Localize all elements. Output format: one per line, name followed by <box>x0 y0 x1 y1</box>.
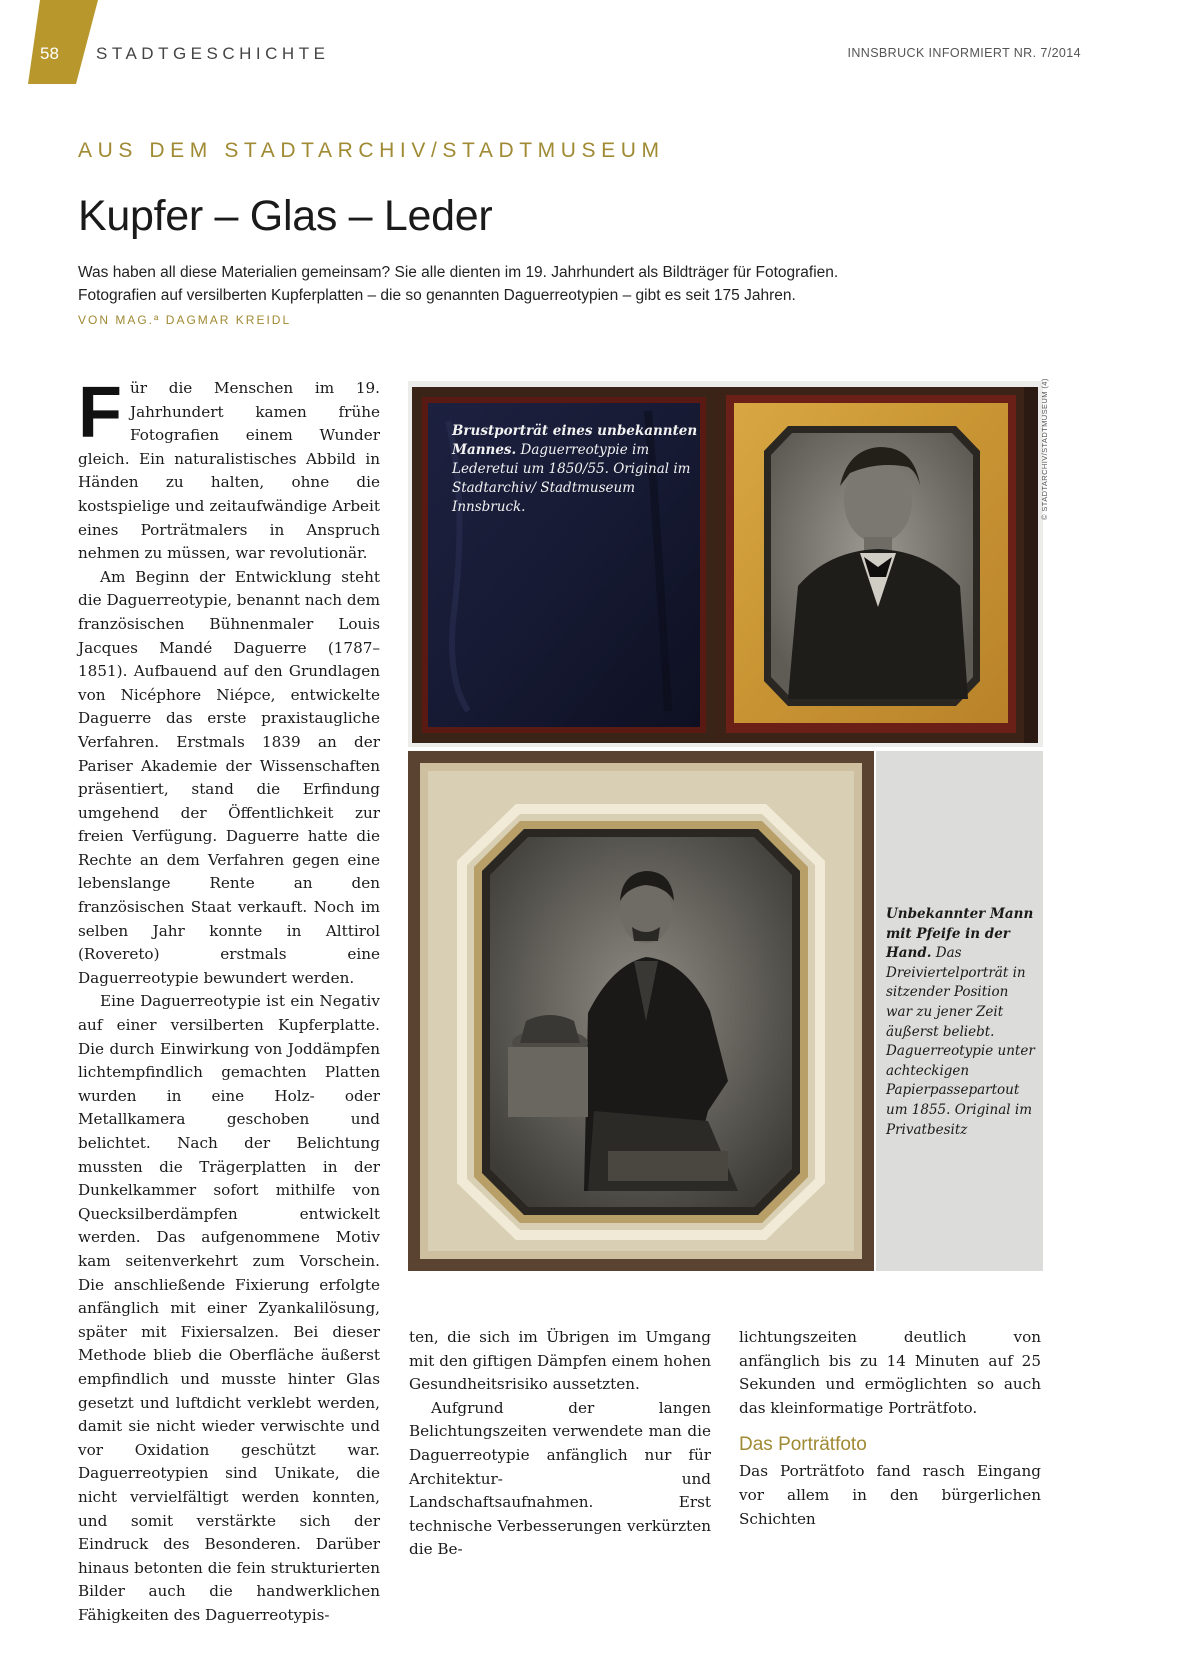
kicker: AUS DEM STADTARCHIV/STADTMUSEUM <box>78 139 665 162</box>
paragraph-5: Aufgrund der langen Belichtungszeiten verwendete man die Daguerreotypie anfänglich nur für Architektur- und Landschaftsaufnahmen. Erst technische Verbesserungen verkürzten die Be- <box>409 1398 711 1559</box>
body-column-2 <box>409 1326 711 1562</box>
caption-case-title: Brustporträt eines unbekannten Mannes. <box>452 423 698 458</box>
lead-line-1: Was haben all diese Materialien gemeinsam? Sie alle dienten im 19. Jahrhundert als Bildträger für Fotografien. <box>78 264 839 281</box>
section-title: STADTGESCHICHTE <box>96 44 330 63</box>
paragraph-2: Am Beginn der Entwicklung steht die Daguerreotypie, benannt nach dem französischen Bühnenmaler Louis Jacques Mandé Daguerre (1787–1851). Aufbauend auf den Grundlagen von Nicéphore Niépce, entwickelte Daguerre das erste praxistaugliche Verfahren. Erstmals 1839 an der Pariser Akademie der Wissenschaften präsentiert, stand die Erfindung umgehend der Öffentlichkeit zur freien Verfügung. Daguerre hatte die Rechte an dem Verfahren gegen eine lebenslange Rente an den französischen Staat verkauft. Noch im selben Jahr konnte in Alttirol (Rovereto) erstmals eine Daguerreotypie bewundert werden. <box>78 567 380 987</box>
subheading: Das Porträtfoto <box>739 1434 867 1456</box>
paragraph-6: lichtungszeiten deutlich von anfänglich bis zu 14 Minuten auf 25 Sekunden und ermöglichten so auch das kleinformatige Porträtfoto. <box>739 1328 1041 1417</box>
page-number: 58 <box>40 44 59 63</box>
lead-paragraph <box>78 261 978 307</box>
author-byline: VON MAG.ª DAGMAR KREIDL <box>78 313 292 327</box>
headline: Kupfer – Glas – Leder <box>78 192 493 240</box>
body-column-3 <box>739 1326 1041 1531</box>
caption-passepartout-text: Das Dreiviertelporträt in sitzender Position war zu jener Zeit äußerst beliebt. Daguerreotypie unter achteckigen Papierpassepartout um 1855. Original im Privatbesitz <box>886 945 1035 1138</box>
issue-label: INNSBRUCK INFORMIERT NR. 7/2014 <box>847 46 1081 60</box>
paragraph-7: Das Porträtfoto fand rasch Eingang vor allem in den bürgerlichen Schichten <box>739 1462 1041 1528</box>
drop-cap: F <box>78 373 122 453</box>
paragraph-1-text: ür die Menschen im 19. Jahrhundert kamen frühe Fotografien einem Wunder gleich. Ein naturalistisches Abbild in Händen zu halten, ohne die kostspielige und zeitaufwändige Arbeit eines Porträtmalers in Anspruch nehmen zu müssen, war revolutionär. <box>78 379 380 563</box>
paragraph-4: ten, die sich im Übrigen im Umgang mit den giftigen Dämpfen einem hohen Gesundheitsrisiko aussetzten. <box>409 1328 711 1394</box>
paragraph-1 <box>78 373 380 566</box>
photo-credit: © STADTARCHIV/STADTMUSEUM (4) <box>1040 378 1049 520</box>
body-column-1 <box>78 373 380 1627</box>
caption-passepartout <box>886 905 1036 1140</box>
caption-case-text: Daguerreotypie im Lederetui um 1850/55. Original im Stadtarchiv/ Stadtmuseum Innsbruck. <box>452 442 691 515</box>
daguerreotype-passepartout-photo <box>408 751 874 1271</box>
lead-line-2: Fotografien auf versilberten Kupferplatten – die so genannten Daguerreotypien – gibt es seit 175 Jahren. <box>78 287 796 304</box>
caption-passepartout-title: Unbekannter Mann mit Pfeife in der Hand. <box>886 906 1034 962</box>
caption-case <box>452 422 712 517</box>
paragraph-3: Eine Daguerreotypie ist ein Negativ auf einer versilberten Kupferplatte. Die durch Einwirkung von Joddämpfen lichtempfindlich gemachten Platten wurden in eine Holz- oder Metallkamera geschoben und belichtet. Nach der Belichtung mussten die Trägerplatten in der Dunkelkammer sofort mithilfe von Quecksilberdämpfen entwickelt werden. Das aufgenommene Motiv kam seitenverkehrt zum Vorschein. Die anschließende Fixierung erfolgte anfänglich mit einer Zyankalilösung, später mit Fixiersalzen. Bei dieser Methode blieb die Oberfläche äußerst empfindlich und musste hinter Glas gesetzt und luftdicht verklebt werden, damit sie nicht wieder verwischte und vor Oxidation geschützt war. Daguerreotypien sind Unikate, die nicht vervielfältigt werden konnten, und somit verstärkte sich der Eindruck des Besonderen. Darüber hinaus betonten die fein strukturierten Bilder auch die handwerklichen Fähigkeiten des Daguerreotypis- <box>78 992 380 1624</box>
page-tab <box>28 0 98 84</box>
